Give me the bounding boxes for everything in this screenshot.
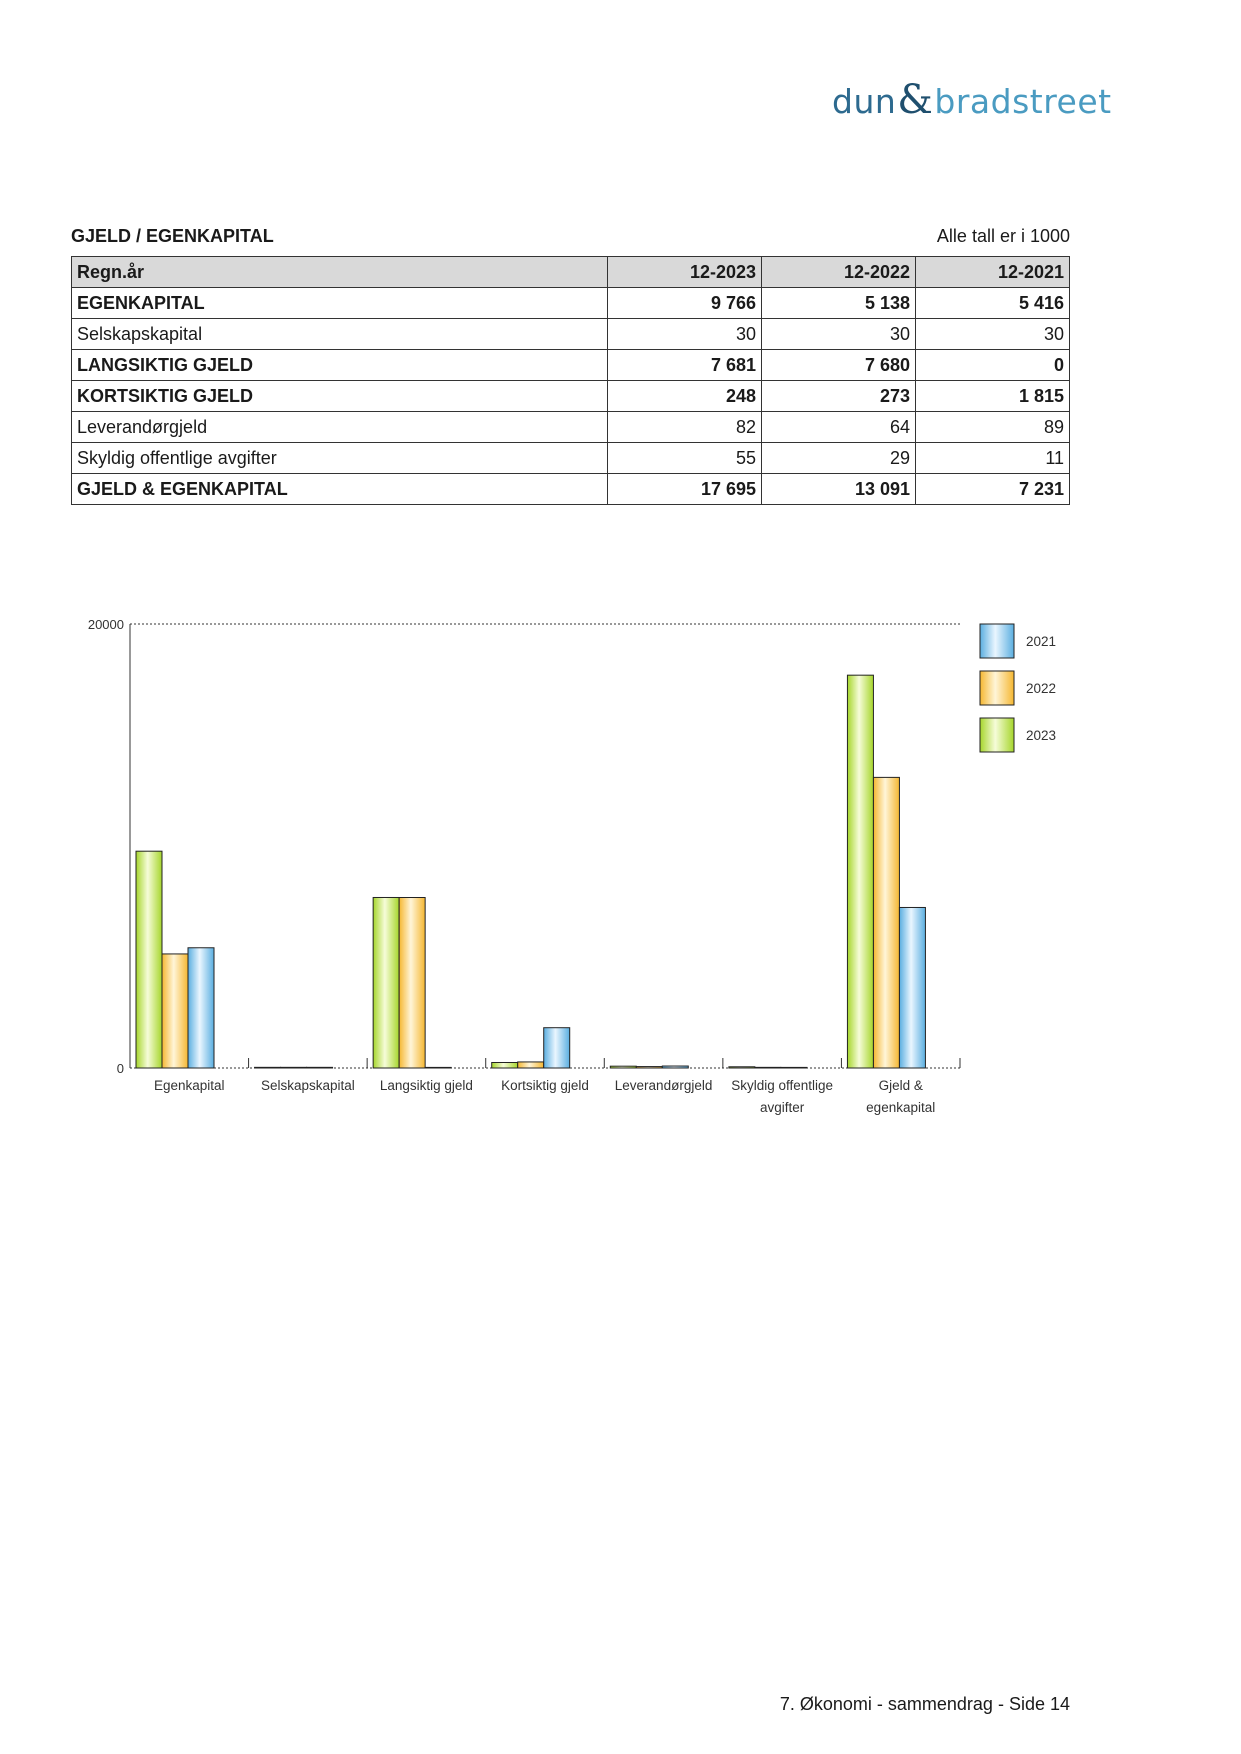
bar-2021	[899, 907, 925, 1068]
bar-2021	[662, 1066, 688, 1068]
x-category-label: Leverandørgjeld	[614, 1078, 713, 1093]
table-row	[72, 288, 1070, 319]
page-footer: 7. Økonomi - sammendrag - Side 14	[779, 1694, 1070, 1714]
header-2022: 12-2022	[762, 257, 916, 288]
bar-2022	[281, 1067, 307, 1068]
row-label: Leverandørgjeld	[72, 412, 608, 443]
x-category-label: Selskapskapital	[260, 1078, 355, 1093]
y-tick-label: 20000	[87, 617, 124, 632]
bar-2023	[847, 675, 873, 1068]
x-category-label: Gjeld &	[878, 1078, 923, 1093]
table-row	[72, 474, 1070, 505]
logo-text-bradstreet: bradstreet	[934, 82, 1112, 121]
logo-text-dun: dun	[832, 82, 897, 121]
x-category-label: avgifter	[760, 1100, 805, 1115]
legend-swatch-2023	[980, 718, 1014, 752]
bar-2022	[518, 1062, 544, 1068]
bar-chart	[60, 610, 1080, 1130]
bar-2023	[729, 1067, 755, 1068]
bar-2021	[188, 948, 214, 1068]
cell-value: 30	[916, 319, 1070, 350]
header-regnar: Regn.år	[72, 257, 608, 288]
logo-ampersand: &	[897, 77, 934, 123]
cell-value: 7 681	[608, 350, 762, 381]
cell-value: 55	[608, 443, 762, 474]
section-title: GJELD / EGENKAPITAL	[71, 226, 274, 246]
table-header-row	[72, 257, 1070, 288]
cell-value: 5 138	[762, 288, 916, 319]
bar-2022	[873, 777, 899, 1068]
table-row	[72, 443, 1070, 474]
row-label: KORTSIKTIG GJELD	[72, 381, 608, 412]
legend-swatch-2022	[980, 671, 1014, 705]
cell-value: 29	[762, 443, 916, 474]
financial-table	[71, 256, 1070, 505]
x-category-label: Langsiktig gjeld	[379, 1078, 473, 1093]
bar-2022	[399, 898, 425, 1068]
cell-value: 5 416	[916, 288, 1070, 319]
legend-label-2022: 2022	[1026, 681, 1057, 696]
cell-value: 30	[608, 319, 762, 350]
row-label: Selskapskapital	[72, 319, 608, 350]
cell-value: 1 815	[916, 381, 1070, 412]
bar-2023	[136, 851, 162, 1068]
table-row	[72, 319, 1070, 350]
bar-2023	[255, 1067, 281, 1068]
table-row	[72, 381, 1070, 412]
bar-2021	[544, 1028, 570, 1068]
bar-2022	[636, 1067, 662, 1068]
cell-value: 17 695	[608, 474, 762, 505]
row-label: Skyldig offentlige avgifter	[72, 443, 608, 474]
cell-value: 82	[608, 412, 762, 443]
cell-value: 13 091	[762, 474, 916, 505]
cell-value: 30	[762, 319, 916, 350]
cell-value: 11	[916, 443, 1070, 474]
table-row	[72, 350, 1070, 381]
table-row	[72, 412, 1070, 443]
header-2021: 12-2021	[916, 257, 1070, 288]
bar-2022	[755, 1067, 781, 1068]
cell-value: 89	[916, 412, 1070, 443]
row-label: EGENKAPITAL	[72, 288, 608, 319]
cell-value: 0	[916, 350, 1070, 381]
row-label: GJELD & EGENKAPITAL	[72, 474, 608, 505]
y-tick-label: 0	[116, 1061, 124, 1076]
legend-label-2021: 2021	[1026, 634, 1057, 649]
cell-value: 248	[608, 381, 762, 412]
bar-2021	[307, 1067, 333, 1068]
x-category-label: Kortsiktig gjeld	[501, 1078, 589, 1093]
x-category-label: egenkapital	[866, 1100, 936, 1115]
cell-value: 7 231	[916, 474, 1070, 505]
bar-2023	[492, 1062, 518, 1068]
legend-swatch-2021	[980, 624, 1014, 658]
bar-2023	[373, 897, 399, 1068]
bar-2021	[425, 1067, 451, 1068]
legend-label-2023: 2023	[1026, 728, 1057, 743]
cell-value: 9 766	[608, 288, 762, 319]
header-2023: 12-2023	[608, 257, 762, 288]
bar-2021	[781, 1067, 807, 1068]
x-category-label: Skyldig offentlige	[731, 1078, 834, 1093]
cell-value: 64	[762, 412, 916, 443]
dun-bradstreet-logo	[832, 77, 1112, 123]
x-category-label: Egenkapital	[154, 1078, 225, 1093]
bar-2022	[162, 954, 188, 1068]
row-label: LANGSIKTIG GJELD	[72, 350, 608, 381]
cell-value: 273	[762, 381, 916, 412]
unit-note: Alle tall er i 1000	[936, 226, 1070, 246]
cell-value: 7 680	[762, 350, 916, 381]
bar-2023	[610, 1066, 636, 1068]
